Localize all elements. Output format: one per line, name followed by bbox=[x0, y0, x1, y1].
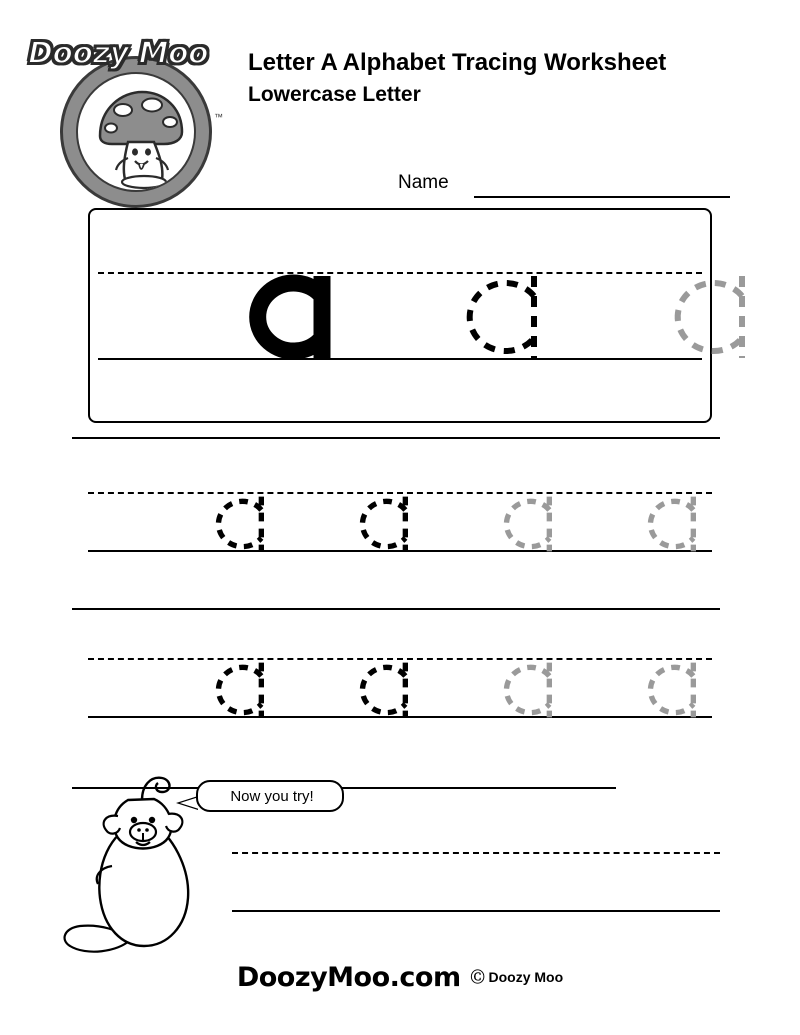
model-letter-solid bbox=[230, 262, 350, 366]
title-primary: Letter A Alphabet Tracing Worksheet bbox=[248, 49, 667, 76]
divider-line-2 bbox=[72, 608, 720, 610]
trace-letter-dark bbox=[344, 486, 424, 558]
divider-line-1 bbox=[72, 437, 720, 439]
trace-letter-gray bbox=[650, 262, 770, 366]
free-practice-baseline[interactable] bbox=[232, 910, 720, 912]
speech-bubble bbox=[196, 780, 344, 812]
footer-site: DoozyMoo.com bbox=[236, 962, 461, 993]
footer-copyright: Ⓒ Doozy Moo bbox=[470, 969, 564, 985]
mushroom-mascot-icon bbox=[78, 74, 196, 192]
name-label: Name bbox=[398, 172, 449, 193]
trace-letter-dark bbox=[200, 486, 280, 558]
trace-letter-gray bbox=[632, 486, 712, 558]
logo-trademark: ™ bbox=[214, 112, 223, 122]
logo-wordmark: Doozy Moo bbox=[28, 36, 209, 71]
trace-letter-dark bbox=[442, 262, 562, 366]
logo bbox=[28, 28, 223, 193]
trace-letter-gray bbox=[488, 486, 568, 558]
footer bbox=[0, 962, 800, 993]
trace-letter-dark bbox=[200, 652, 280, 724]
model-letter-box bbox=[88, 208, 712, 423]
title-secondary: Lowercase Letter bbox=[248, 83, 421, 106]
name-write-line[interactable] bbox=[474, 196, 730, 198]
free-practice-dashed-line bbox=[232, 852, 720, 854]
trace-letter-gray bbox=[488, 652, 568, 724]
practice-row-1[interactable] bbox=[88, 492, 712, 608]
logo-mascot-art bbox=[76, 72, 196, 192]
speech-bubble-text: Now you try! bbox=[230, 788, 314, 805]
practice-row-2[interactable] bbox=[88, 658, 712, 774]
guide-line-dashed bbox=[98, 272, 702, 274]
trace-letter-gray bbox=[632, 652, 712, 724]
name-field[interactable] bbox=[398, 172, 730, 202]
page-title bbox=[248, 46, 768, 110]
guide-line-baseline bbox=[98, 358, 702, 360]
trace-letter-dark bbox=[344, 652, 424, 724]
